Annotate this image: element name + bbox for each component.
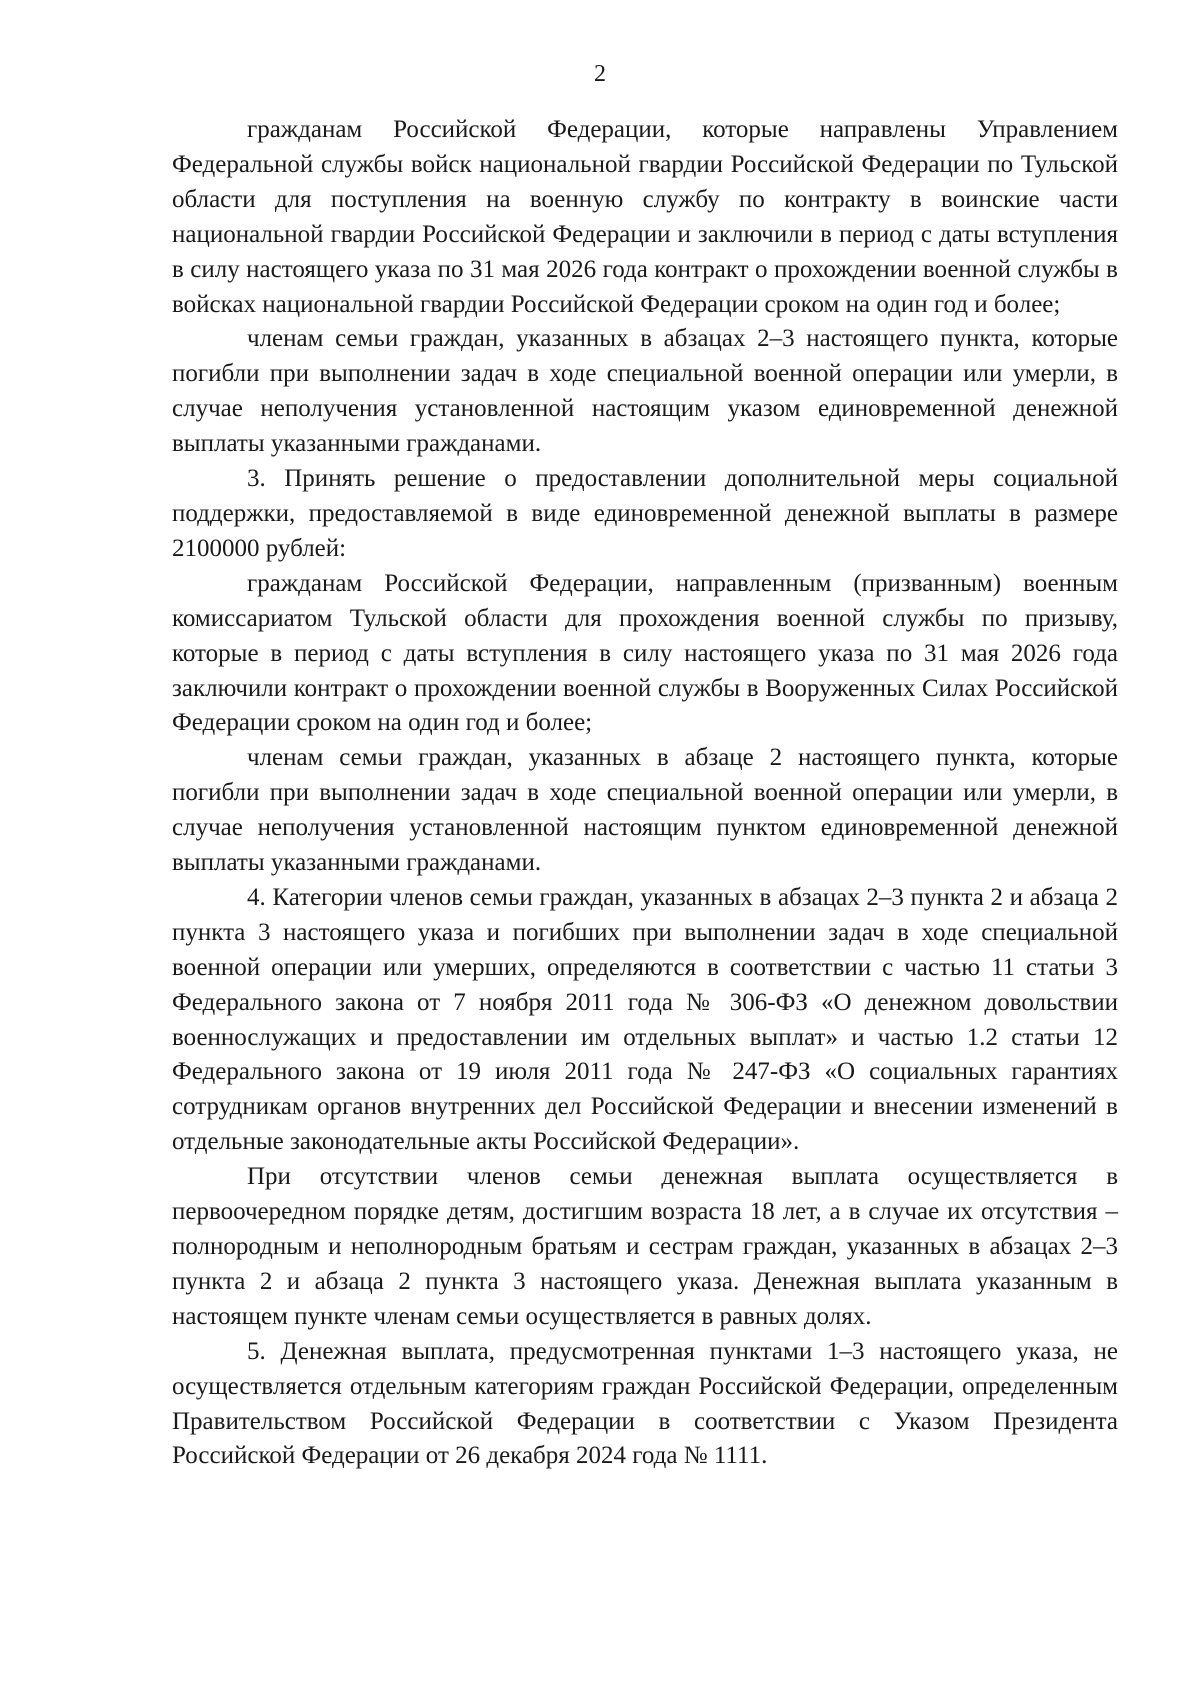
page-number: 2 (594, 61, 606, 87)
paragraph-family-members-item-3: членам семьи граждан, указанных в абзаце 2 настоящего пункта, которые погибли при выполнении задач в ходе специальной военной операции или умерли, в случае неполучения установленной настоящим пунктом единовременной денежной выплаты указанными гражданами. (172, 744, 1118, 877)
document-body (172, 113, 1118, 1474)
paragraph-absence-of-family: При отсутствии членов семьи денежная выплата осуществляется в первоочередном порядке детям, достигшим возраста 18 лет, а в случае их отсутствия – полнородным и неполнородным братьям и сестрам граждан, указанных в абзацах 2–3 пункта 2 и абзаца 2 пункта 3 настоящего указа. Денежная выплата указанным в настоящем пункте членам семьи осуществляется в равных долях. (172, 1163, 1118, 1330)
paragraph-item-3: 3. Принять решение о предоставлении дополнительной меры социальной поддержки, предоставляемой в виде единовременной денежной выплаты в размере 2100000 рублей: (172, 465, 1118, 562)
paragraph-item-4: 4. Категории членов семьи граждан, указанных в абзацах 2–3 пункта 2 и абзаца 2 пункта 3 настоящего указа и погибших при выполнении задач в ходе специальной военной операции или умерших, определяются в соответствии с частью 11 статьи 3 Федерального закона от 7 ноября 2011 года № 306-ФЗ «О денежном довольствии военнослужащих и предоставлении им отдельных выплат» и частью 1.2 статьи 12 Федерального закона от 19 июля 2011 года № 247-ФЗ «О социальных гарантиях сотрудникам органов внутренних дел Российской Федерации и внесении изменений в отдельные законодательные акты Российской Федерации». (172, 883, 1118, 1156)
paragraph-conscript-recipients: гражданам Российской Федерации, направленным (призванным) военным комиссариатом Тульской области для прохождения военной службы по призыву, которые в период с даты вступления в силу настоящего указа по 31 мая 2026 года заключили контракт о прохождении военной службы в Вооруженных Силах Российской Федерации сроком на один год и более; (172, 569, 1118, 737)
paragraph-guard-recipients: гражданам Российской Федерации, которые направлены Управлением Федеральной службы войск национальной гвардии Российской Федерации по Тульской области для поступления на военную службу по контракту в воинские части национальной гвардии Российской Федерации и заключили в период с даты вступления в силу настоящего указа по 31 мая 2026 года контракт о прохождении военной службы в войсках национальной гвардии Российской Федерации сроком на один год и более; (172, 116, 1118, 318)
paragraph-item-5: 5. Денежная выплата, предусмотренная пунктами 1–3 настоящего указа, не осуществляется отдельным категориям граждан Российской Федерации, определенным Правительством Российской Федерации в соответствии с Указом Президента Российской Федерации от 26 декабря 2024 года № 1111. (172, 1337, 1118, 1470)
paragraph-family-members-item-2: членам семьи граждан, указанных в абзацах 2–3 настоящего пункта, которые погибли при выполнении задач в ходе специальной военной операции или умерли, в случае неполучения установленной настоящим указом единовременной денежной выплаты указанными гражданами. (172, 325, 1118, 458)
